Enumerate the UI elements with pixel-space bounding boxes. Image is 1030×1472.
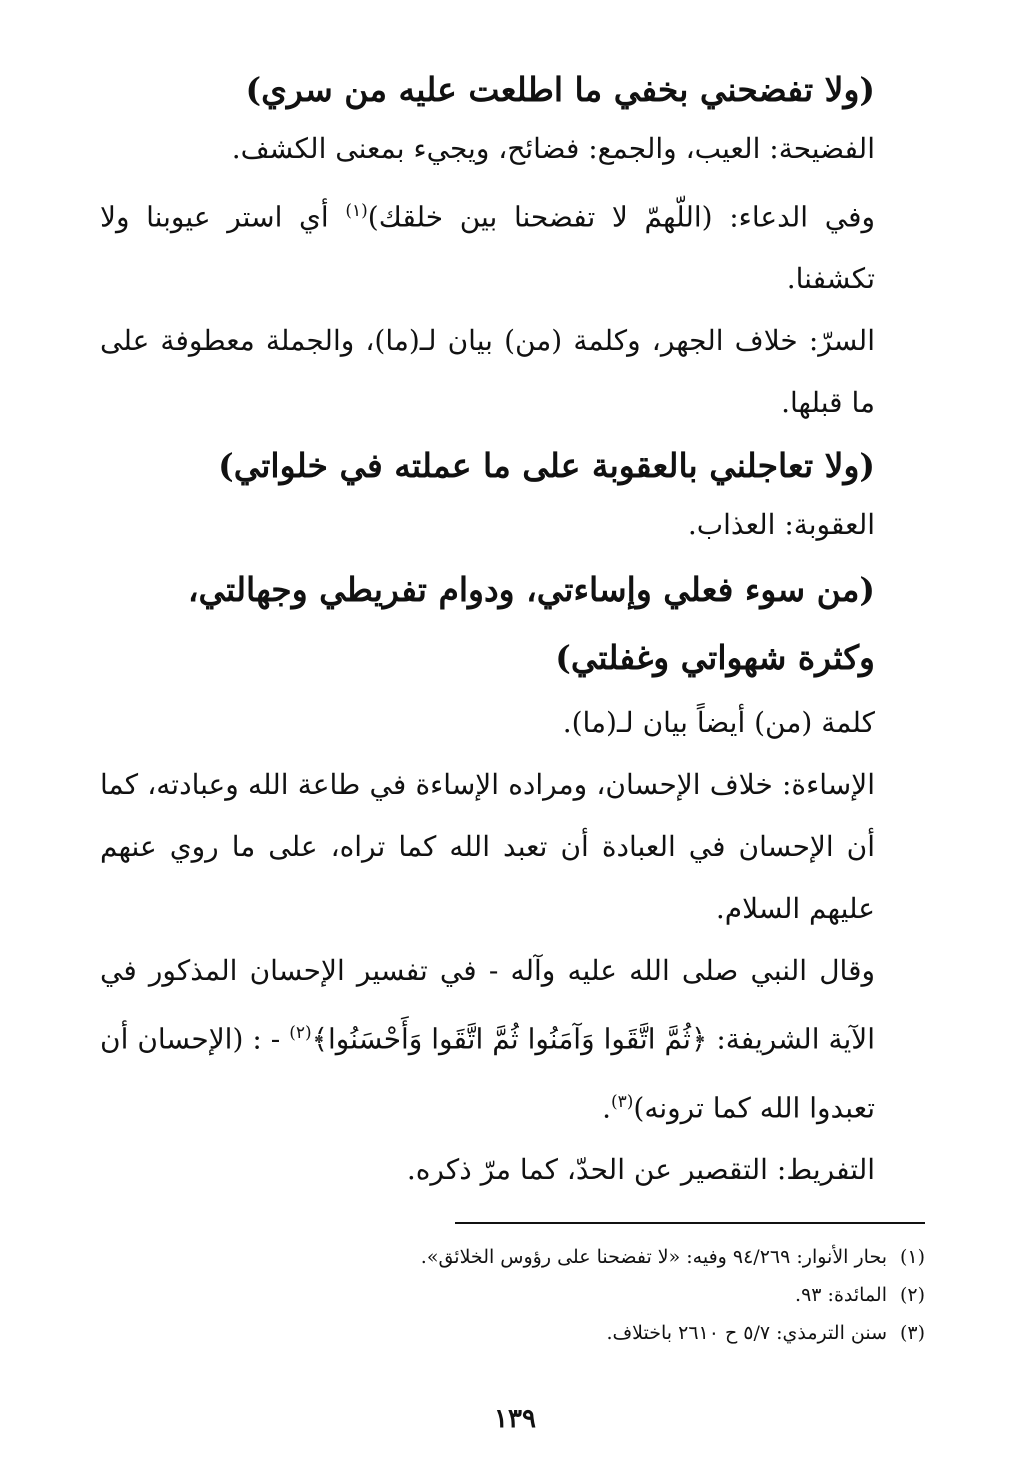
main-text	[100, 62, 875, 1201]
page-number: ١٣٩	[494, 1404, 536, 1434]
footnotes	[100, 1238, 925, 1352]
footnote-2: (٢)المائدة: ٩٣.	[795, 1284, 925, 1306]
footnote-divider	[455, 1222, 925, 1224]
paragraph-3: السرّ: خلاف الجهر، وكلمة (من) بيان لـ(ما)، والجملة معطوفة على ما قبلها.	[100, 324, 875, 420]
paragraph-2: وفي الدعاء: (اللّهمّ لا تفضحنا بين خلقك)$^{(١)}$ أي استر عيوبنا ولا تكشفنا.	[100, 200, 875, 296]
paragraph-7: وقال النبي صلى الله عليه وآله - في تفسير الإحسان المذكور في الآية الشريفة: ﴿ثُمَّ اتَّقَوا وَآمَنُوا ثُمَّ اتَّقَوا وَأَحْسَنُوا﴾$^{(٢)}$ - : (الإحسان أن تعبدوا الله كما ترونه)$^{(٣)}$.	[100, 954, 876, 1124]
paragraph-4: العقوبة: العذاب.	[687, 508, 875, 542]
heading-2: (ولا تعاجلني بالعقوبة على ما عملته في خلواتي)	[218, 446, 875, 486]
paragraph-5: كلمة (من) أيضاً بيان لـ(ما).	[562, 706, 875, 740]
paragraph-8: التفريط: التقصير عن الحدّ، كما مرّ ذكره.	[406, 1152, 875, 1186]
footnote-1: (١)بحار الأنوار: ٩٤/٢٦٩ وفيه: «لا تفضحنا على رؤوس الخلائق».	[420, 1246, 925, 1268]
footnote-3: (٣)سنن الترمذي: ٥/٧ ح ٢٦١٠ باختلاف.	[606, 1322, 925, 1344]
paragraph-6: الإساءة: خلاف الإحسان، ومراده الإساءة في طاعة الله وعبادته، كما أن الإحسان في العبادة أن تعبد الله كما تراه، على ما روي عنهم عليهم السلام.	[100, 768, 875, 926]
footnote-ref-2: (٢)	[289, 1023, 312, 1044]
paragraph-1: الفضيحة: العيب، والجمع: فضائح، ويجيء بمعنى الكشف.	[231, 132, 875, 165]
heading-1: (ولا تفضحني بخفي ما اطلعت عليه من سري)	[245, 70, 875, 109]
footnote-ref-3: (٣)	[610, 1091, 634, 1112]
footnote-ref-1: (١)	[345, 201, 368, 221]
heading-3: (من سوء فعلي وإساءتي، ودوام تفريطي وجهالتي، وكثرة شهواتي وغفلتي)	[187, 570, 875, 678]
